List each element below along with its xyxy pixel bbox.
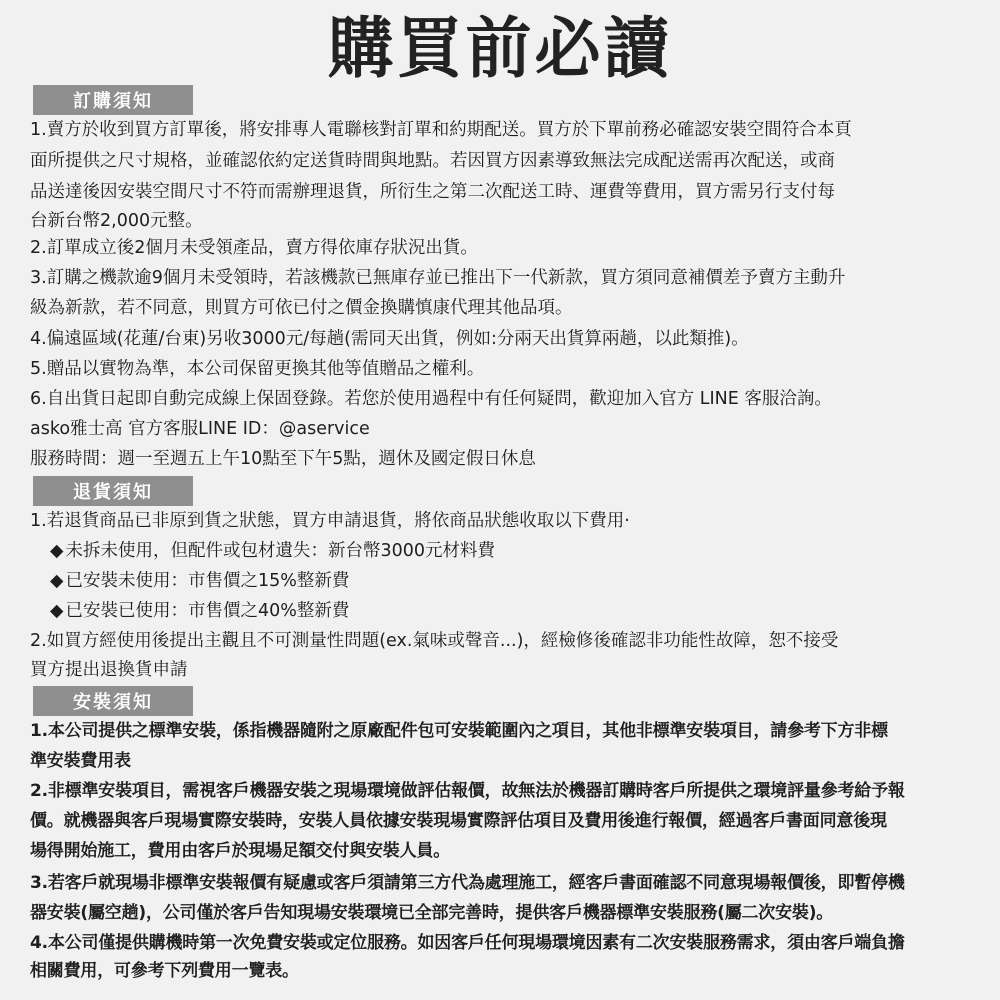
order-line: 級為新款，若不同意，則買方可依已付之價金換購慎康代理其他品項。 xyxy=(30,298,573,318)
order-line: 4.偏遠區域(花蓮/台東)另收3000元/每趟(需同天出貨，例如:分兩天出貨算兩趟，以此類推)。 xyxy=(30,329,749,349)
section-heading-install: 安裝須知 xyxy=(33,686,193,716)
order-line: 品送達後因安裝空間尺寸不符而需辦理退貨，所衍生之第二次配送工時、運費等費用，買方需另行支付每 xyxy=(30,182,835,202)
return-bullet-text: 已安裝未使用：市售價之15%整新費 xyxy=(65,571,350,591)
order-line: 台新台幣2,000元整。 xyxy=(30,211,203,231)
install-line: 2.非標準安裝項目，需視客戶機器安裝之現場環境做評估報價，故無法於機器訂購時客戶所提供之環境評量參考給予報 xyxy=(30,781,905,801)
return-bullet-text: 已安裝已使用：市售價之40%整新費 xyxy=(65,601,350,621)
install-line: 相關費用，可參考下列費用一覽表。 xyxy=(30,961,299,981)
diamond-bullet-icon: ◆ xyxy=(50,601,64,621)
order-line: 1.賣方於收到買方訂單後，將安排專人電聯核對訂單和約期配送。買方於下單前務必確認安裝空間符合本頁 xyxy=(30,120,852,140)
install-line: 器安裝(屬空趟)，公司僅於客戶告知現場安裝環境已全部完善時，提供客戶機器標準安裝服務(屬二次安裝)。 xyxy=(30,903,834,923)
return-line: 2.如買方經使用後提出主觀且不可測量性問題(ex.氣味或聲音...)，經檢修後確認非功能性故障，恕不接受 xyxy=(30,631,839,651)
return-bullet-item xyxy=(50,596,995,627)
order-line: 面所提供之尺寸規格，並確認依約定送貨時間與地點。若因買方因素導致無法完成配送需再次配送，或商 xyxy=(30,151,835,171)
return-bullet-item xyxy=(50,536,995,567)
diamond-bullet-icon: ◆ xyxy=(50,571,64,591)
order-line: 服務時間：週一至週五上午10點至下午5點，週休及國定假日休息 xyxy=(30,449,536,469)
section-heading-order: 訂購須知 xyxy=(33,85,193,115)
page-title: 購買前必讀 xyxy=(327,9,673,87)
install-line: 4.本公司僅提供購機時第一次免費安裝或定位服務。如因客戶任何現場環境因素有二次安裝服務需求，須由客戶端負擔 xyxy=(30,933,905,953)
return-bullet-text: 未拆未使用，但配件或包材遺失：新台幣3000元材料費 xyxy=(65,541,496,561)
install-line: 3.若客戶就現場非標準安裝報價有疑慮或客戶須請第三方代為處理施工，經客戶書面確認不同意現場報價後，即暫停機 xyxy=(30,873,905,893)
order-line: 6.自出貨日起即自動完成線上保固登錄。若您於使用過程中有任何疑問，歡迎加入官方 LINE 客服洽詢。 xyxy=(30,389,832,409)
order-line: asko雅士高 官方客服LINE ID：@aservice xyxy=(30,419,370,439)
install-line: 1.本公司提供之標準安裝，係指機器隨附之原廠配件包可安裝範圍內之項目，其他非標準安裝項目，請參考下方非標 xyxy=(30,721,888,741)
return-line: 買方提出退換貨申請 xyxy=(30,660,188,680)
order-line: 2.訂單成立後2個月未受領產品，賣方得依庫存狀況出貨。 xyxy=(30,238,478,258)
install-line: 準安裝費用表 xyxy=(30,751,131,771)
return-bullet-item xyxy=(50,566,995,597)
order-line: 3.訂購之機款逾9個月未受領時，若該機款已無庫存並已推出下一代新款，買方須同意補價差予賣方主動升 xyxy=(30,268,846,288)
section-heading-return: 退貨須知 xyxy=(33,476,193,506)
install-line: 場得開始施工，費用由客戶於現場足額交付與安裝人員。 xyxy=(30,841,450,861)
install-line: 價。就機器與客戶現場實際安裝時，安裝人員依據安裝現場實際評估項目及費用後進行報價，經過客戶書面同意後現 xyxy=(30,811,887,831)
order-line: 5.贈品以實物為準，本公司保留更換其他等值贈品之權利。 xyxy=(30,359,485,379)
return-line: 1.若退貨商品已非原到貨之狀態，買方申請退貨，將依商品狀態收取以下費用· xyxy=(30,511,630,531)
diamond-bullet-icon: ◆ xyxy=(50,541,64,561)
